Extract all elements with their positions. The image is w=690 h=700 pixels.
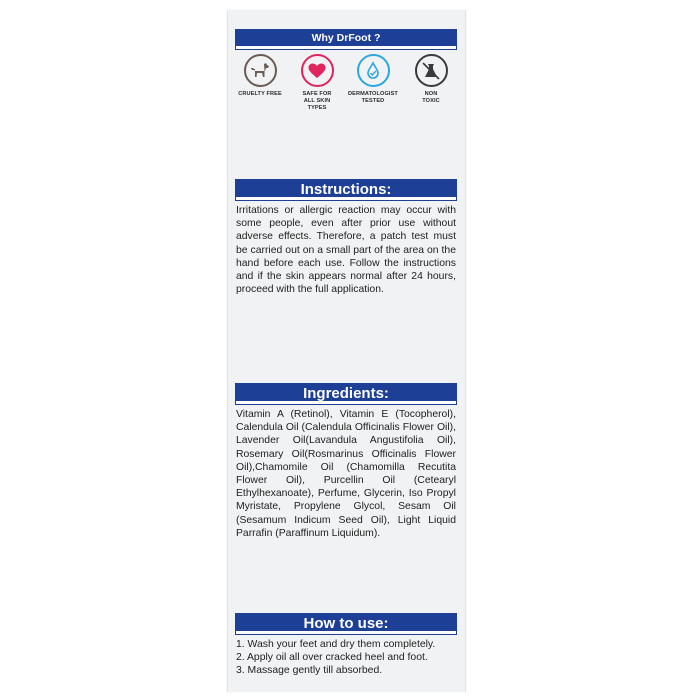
step-item: 2. Apply oil all over cracked heel and foot. bbox=[236, 652, 428, 664]
ingredients-text: Vitamin A (Retinol), Vitamin E (Tocopherol), Calendula Oil (Calendula Officinalis Flower Oil), Lavender Oil(Lavandula Angustifolia Oil), Rosemary Oil(Rosmarinus Officinalis Flower Oil),Chamomile Oil (Chamomilla Recutita Flower Oil), Purcellin Oil (Cetearyl Ethylhexanoate), Perfume, Glycerin, Iso Propyl Myristate, Propylene Glycol, Sesam Oil (Sesamum Indicum Seed Oil), Light Liquid Parrafin (Paraffinum Liquidum). bbox=[236, 409, 456, 539]
step-item: 1. Wash your feet and dry them completely. bbox=[236, 639, 436, 650]
badge-caption: NON TOXIC bbox=[422, 91, 440, 104]
ingredients-header: Ingredients: bbox=[236, 384, 456, 404]
feature-badges bbox=[236, 54, 457, 114]
how-to-use-header: How to use: bbox=[236, 614, 456, 634]
badge-non-toxic bbox=[407, 54, 455, 105]
heart-icon bbox=[301, 54, 334, 87]
crossed-flask-icon bbox=[415, 54, 448, 87]
badge-dermatologist bbox=[349, 54, 397, 105]
dog-icon bbox=[244, 54, 277, 87]
badge-caption: SAFE FOR ALL SKIN TYPES bbox=[302, 91, 332, 111]
badge-caption: DERMATOLOGIST TESTED bbox=[348, 91, 398, 104]
step-item: 3. Massage gently till absorbed. bbox=[236, 665, 383, 677]
how-to-use-steps bbox=[236, 638, 458, 678]
droplet-icon bbox=[357, 54, 390, 87]
badge-caption: CRUELTY FREE bbox=[238, 91, 282, 97]
badge-safe-skin bbox=[293, 54, 341, 112]
why-drfoot-header: Why DrFoot ? bbox=[236, 30, 456, 49]
instructions-text: Irritations or allergic reaction may occur with some people, even after prior use without adverse effects. Therefore, a patch test must be carried out on a small part of the area on the hand before each use. Follow the instructions and if the skin appears normal after 24 hours, proceed with the full application. bbox=[236, 205, 456, 296]
badge-cruelty-free bbox=[236, 54, 284, 98]
instructions-header: Instructions: bbox=[236, 180, 456, 200]
